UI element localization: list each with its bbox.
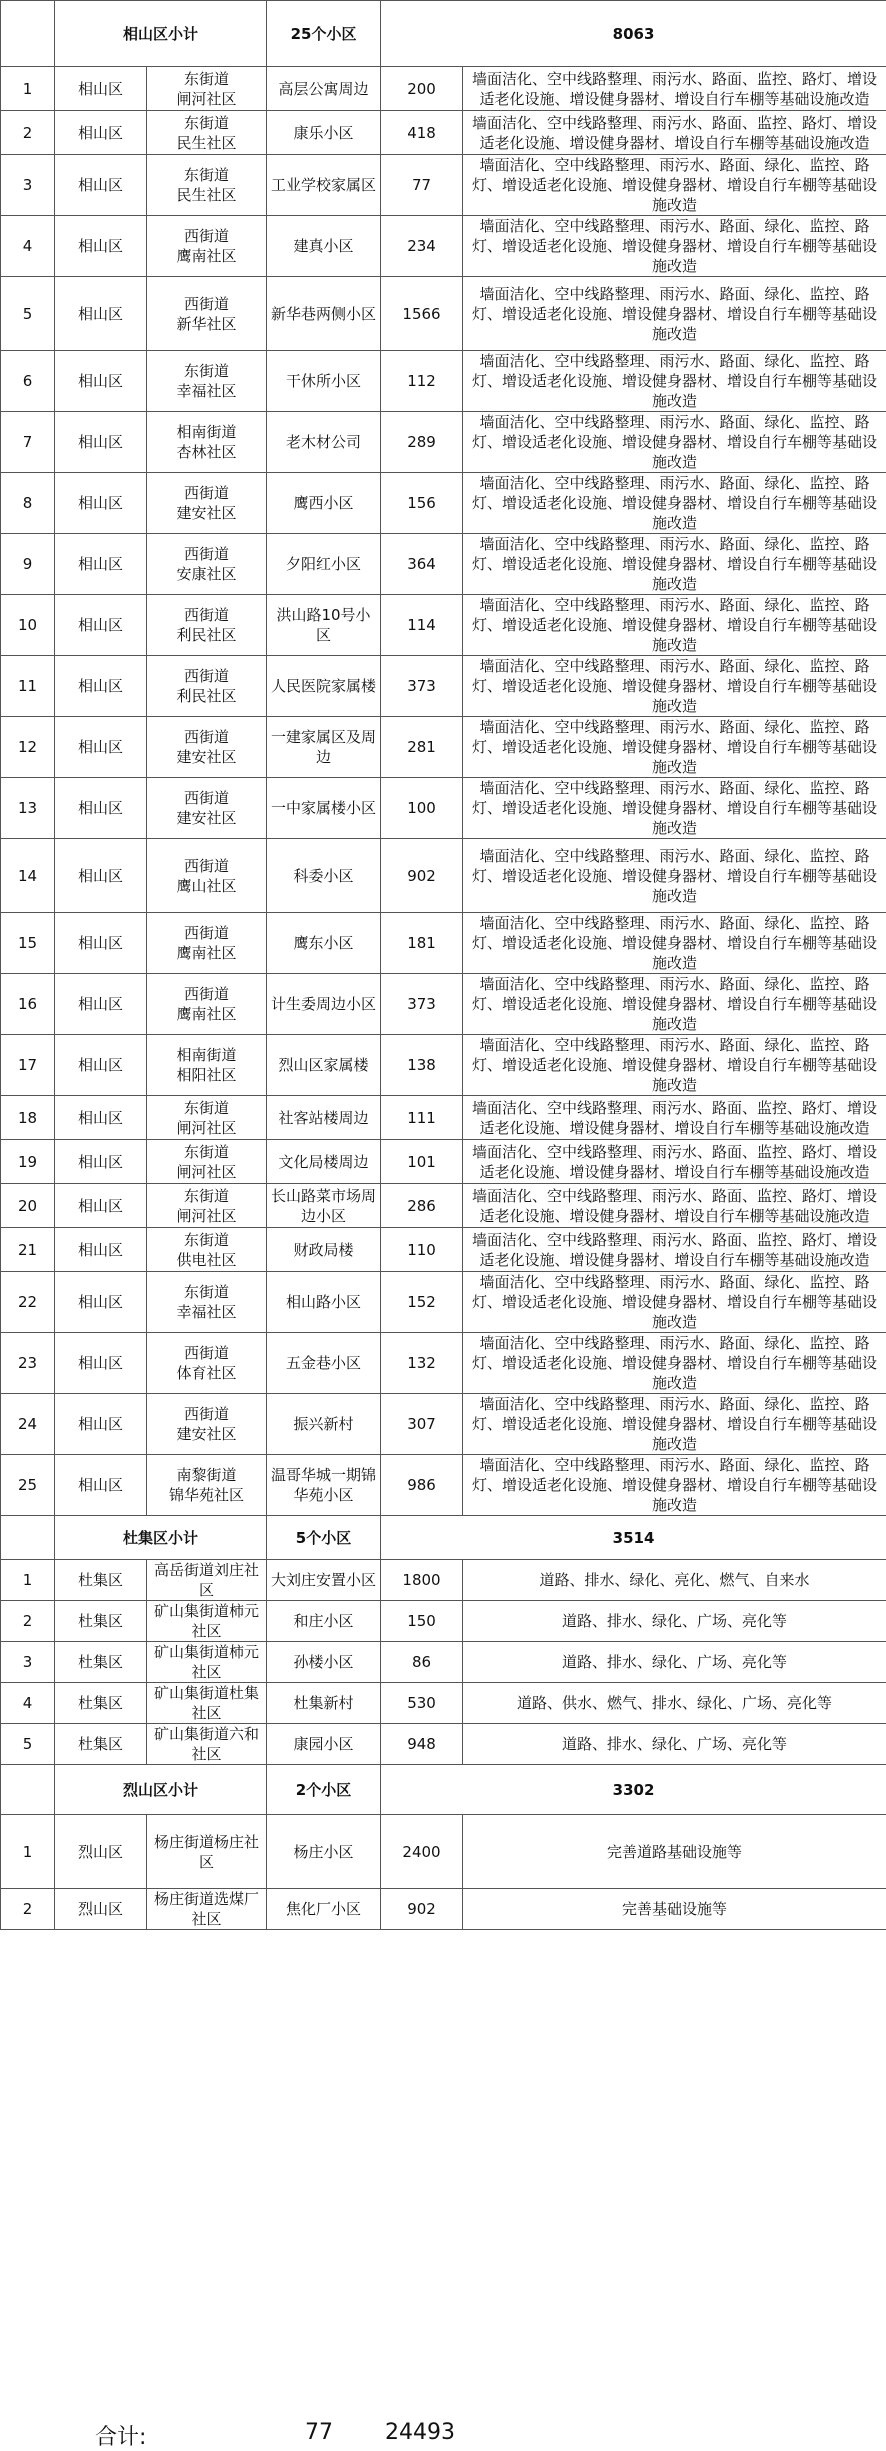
- district-cell: 相山区: [55, 534, 147, 595]
- renovation-content-cell: 墙面洁化、空中线路整理、雨污水、路面、监控、路灯、增设适老化设施、增设健身器材、增设自行车棚等基础设施改造: [463, 1184, 886, 1228]
- community-name-cell: 一中家属楼小区: [267, 778, 381, 839]
- community-name-cell: 五金巷小区: [267, 1333, 381, 1394]
- households-cell: 86: [381, 1642, 463, 1683]
- district-cell: 杜集区: [55, 1683, 147, 1724]
- community-name-cell: 夕阳红小区: [267, 534, 381, 595]
- street-community-cell: 东街道 幸福社区: [147, 1272, 267, 1333]
- renovation-content-cell: 道路、排水、绿化、亮化、燃气、自来水: [463, 1560, 886, 1601]
- renovation-content-cell: 墙面洁化、空中线路整理、雨污水、路面、绿化、监控、路灯、增设适老化设施、增设健身器材、增设自行车棚等基础设施改造: [463, 155, 886, 216]
- street-community-cell: 西街道 鹰南社区: [147, 974, 267, 1035]
- community-name-cell: 振兴新村: [267, 1394, 381, 1455]
- community-name-cell: 鹰东小区: [267, 913, 381, 974]
- subtotal-sum: 8063: [381, 1, 886, 67]
- grand-total-sum: 24493: [385, 2420, 455, 2445]
- row-number: 1: [1, 67, 55, 111]
- households-cell: 530: [381, 1683, 463, 1724]
- table-row: [1, 1724, 886, 1765]
- community-name-cell: 老木材公司: [267, 412, 381, 473]
- renovation-content-cell: 墙面洁化、空中线路整理、雨污水、路面、绿化、监控、路灯、增设适老化设施、增设健身器材、增设自行车棚等基础设施改造: [463, 412, 886, 473]
- row-number: 14: [1, 839, 55, 913]
- district-cell: 烈山区: [55, 1889, 147, 1930]
- row-number: 15: [1, 913, 55, 974]
- street-community-cell: 西街道 鹰山社区: [147, 839, 267, 913]
- community-name-cell: 大刘庄安置小区: [267, 1560, 381, 1601]
- district-cell: 相山区: [55, 1455, 147, 1516]
- district-cell: 相山区: [55, 717, 147, 778]
- row-number: 5: [1, 1724, 55, 1765]
- renovation-content-cell: 墙面洁化、空中线路整理、雨污水、路面、绿化、监控、路灯、增设适老化设施、增设健身器材、增设自行车棚等基础设施改造: [463, 216, 886, 277]
- district-cell: 相山区: [55, 67, 147, 111]
- renovation-content-cell: 墙面洁化、空中线路整理、雨污水、路面、绿化、监控、路灯、增设适老化设施、增设健身器材、增设自行车棚等基础设施改造: [463, 473, 886, 534]
- street-community-cell: 西街道 新华社区: [147, 277, 267, 351]
- table-row: [1, 974, 886, 1035]
- community-name-cell: 康园小区: [267, 1724, 381, 1765]
- table-row: [1, 1889, 886, 1930]
- district-cell: 相山区: [55, 974, 147, 1035]
- community-name-cell: 长山路菜市场周边小区: [267, 1184, 381, 1228]
- community-name-cell: 新华巷两侧小区: [267, 277, 381, 351]
- households-cell: 234: [381, 216, 463, 277]
- table-row: [1, 1035, 886, 1096]
- table-row: [1, 412, 886, 473]
- street-community-cell: 东街道 民生社区: [147, 155, 267, 216]
- households-cell: 373: [381, 656, 463, 717]
- renovation-content-cell: 墙面洁化、空中线路整理、雨污水、路面、绿化、监控、路灯、增设适老化设施、增设健身器材、增设自行车棚等基础设施改造: [463, 351, 886, 412]
- community-name-cell: 和庄小区: [267, 1601, 381, 1642]
- grand-total-row: [0, 2418, 886, 2450]
- renovation-content-cell: 墙面洁化、空中线路整理、雨污水、路面、监控、路灯、增设适老化设施、增设健身器材、增设自行车棚等基础设施改造: [463, 1096, 886, 1140]
- subtotal-count: 2个小区: [267, 1765, 381, 1815]
- households-cell: 902: [381, 839, 463, 913]
- table-row: [1, 473, 886, 534]
- district-cell: 相山区: [55, 1333, 147, 1394]
- row-number: 24: [1, 1394, 55, 1455]
- renovation-content-cell: 墙面洁化、空中线路整理、雨污水、路面、绿化、监控、路灯、增设适老化设施、增设健身器材、增设自行车棚等基础设施改造: [463, 839, 886, 913]
- renovation-content-cell: 墙面洁化、空中线路整理、雨污水、路面、绿化、监控、路灯、增设适老化设施、增设健身器材、增设自行车棚等基础设施改造: [463, 1455, 886, 1516]
- district-cell: 相山区: [55, 778, 147, 839]
- district-cell: 相山区: [55, 351, 147, 412]
- row-number: 3: [1, 1642, 55, 1683]
- district-cell: 相山区: [55, 412, 147, 473]
- street-community-cell: 杨庄街道杨庄社区: [147, 1815, 267, 1889]
- households-cell: 307: [381, 1394, 463, 1455]
- households-cell: 986: [381, 1455, 463, 1516]
- subtotal-count: 25个小区: [267, 1, 381, 67]
- street-community-cell: 高岳街道刘庄社区: [147, 1560, 267, 1601]
- district-cell: 相山区: [55, 277, 147, 351]
- community-name-cell: 杜集新村: [267, 1683, 381, 1724]
- households-cell: 902: [381, 1889, 463, 1930]
- table-row: [1, 913, 886, 974]
- street-community-cell: 西街道 利民社区: [147, 595, 267, 656]
- households-cell: 281: [381, 717, 463, 778]
- subtotal-row: [1, 1765, 886, 1815]
- street-community-cell: 西街道 鹰南社区: [147, 216, 267, 277]
- households-cell: 2400: [381, 1815, 463, 1889]
- community-name-cell: 建真小区: [267, 216, 381, 277]
- households-cell: 364: [381, 534, 463, 595]
- community-name-cell: 人民医院家属楼: [267, 656, 381, 717]
- district-cell: 相山区: [55, 1394, 147, 1455]
- households-cell: 181: [381, 913, 463, 974]
- households-cell: 112: [381, 351, 463, 412]
- district-cell: 相山区: [55, 155, 147, 216]
- renovation-content-cell: 道路、排水、绿化、广场、亮化等: [463, 1642, 886, 1683]
- district-cell: 相山区: [55, 913, 147, 974]
- row-number: 2: [1, 111, 55, 155]
- grand-total-count: 77: [305, 2420, 333, 2445]
- district-cell: 杜集区: [55, 1724, 147, 1765]
- table-row: [1, 1272, 886, 1333]
- street-community-cell: 西街道 建安社区: [147, 473, 267, 534]
- row-number: 18: [1, 1096, 55, 1140]
- community-name-cell: 一建家属区及周边: [267, 717, 381, 778]
- community-name-cell: 社客站楼周边: [267, 1096, 381, 1140]
- district-cell: 相山区: [55, 216, 147, 277]
- community-name-cell: 工业学校家属区: [267, 155, 381, 216]
- row-number: 21: [1, 1228, 55, 1272]
- renovation-content-cell: 墙面洁化、空中线路整理、雨污水、路面、监控、路灯、增设适老化设施、增设健身器材、增设自行车棚等基础设施改造: [463, 111, 886, 155]
- table-row: [1, 1140, 886, 1184]
- district-cell: 相山区: [55, 1096, 147, 1140]
- households-cell: 152: [381, 1272, 463, 1333]
- table-row: [1, 1560, 886, 1601]
- table-row: [1, 778, 886, 839]
- community-name-cell: 洪山路10号小区: [267, 595, 381, 656]
- row-number: 22: [1, 1272, 55, 1333]
- row-number: 13: [1, 778, 55, 839]
- community-name-cell: 鹰西小区: [267, 473, 381, 534]
- households-cell: 100: [381, 778, 463, 839]
- renovation-content-cell: 道路、供水、燃气、排水、绿化、广场、亮化等: [463, 1683, 886, 1724]
- renovation-content-cell: 墙面洁化、空中线路整理、雨污水、路面、绿化、监控、路灯、增设适老化设施、增设健身器材、增设自行车棚等基础设施改造: [463, 1333, 886, 1394]
- street-community-cell: 东街道 闸河社区: [147, 1140, 267, 1184]
- row-number: 2: [1, 1889, 55, 1930]
- row-number: 10: [1, 595, 55, 656]
- table-row: [1, 1394, 886, 1455]
- table-row: [1, 839, 886, 913]
- renovation-content-cell: 墙面洁化、空中线路整理、雨污水、路面、绿化、监控、路灯、增设适老化设施、增设健身器材、增设自行车棚等基础设施改造: [463, 913, 886, 974]
- subtotal-title: 烈山区小计: [55, 1765, 267, 1815]
- street-community-cell: 东街道 民生社区: [147, 111, 267, 155]
- renovation-content-cell: 墙面洁化、空中线路整理、雨污水、路面、绿化、监控、路灯、增设适老化设施、增设健身器材、增设自行车棚等基础设施改造: [463, 974, 886, 1035]
- table-row: [1, 1096, 886, 1140]
- row-number: 11: [1, 656, 55, 717]
- table-row: [1, 111, 886, 155]
- households-cell: 150: [381, 1601, 463, 1642]
- row-number: 1: [1, 1815, 55, 1889]
- households-cell: 138: [381, 1035, 463, 1096]
- renovation-content-cell: 墙面洁化、空中线路整理、雨污水、路面、绿化、监控、路灯、增设适老化设施、增设健身器材、增设自行车棚等基础设施改造: [463, 534, 886, 595]
- renovation-content-cell: 道路、排水、绿化、广场、亮化等: [463, 1724, 886, 1765]
- households-cell: 101: [381, 1140, 463, 1184]
- street-community-cell: 相南街道 相阳社区: [147, 1035, 267, 1096]
- street-community-cell: 矿山集街道六和社区: [147, 1724, 267, 1765]
- street-community-cell: 东街道 闸河社区: [147, 1096, 267, 1140]
- subtotal-no-cell: [1, 1765, 55, 1815]
- grand-total-label: 合计:: [95, 2420, 146, 2451]
- households-cell: 200: [381, 67, 463, 111]
- street-community-cell: 南黎街道 锦华苑社区: [147, 1455, 267, 1516]
- table-row: [1, 595, 886, 656]
- row-number: 6: [1, 351, 55, 412]
- row-number: 4: [1, 1683, 55, 1724]
- community-name-cell: 烈山区家属楼: [267, 1035, 381, 1096]
- community-name-cell: 财政局楼: [267, 1228, 381, 1272]
- row-number: 2: [1, 1601, 55, 1642]
- renovation-content-cell: 墙面洁化、空中线路整理、雨污水、路面、绿化、监控、路灯、增设适老化设施、增设健身器材、增设自行车棚等基础设施改造: [463, 778, 886, 839]
- community-name-cell: 干休所小区: [267, 351, 381, 412]
- row-number: 23: [1, 1333, 55, 1394]
- row-number: 9: [1, 534, 55, 595]
- households-cell: 156: [381, 473, 463, 534]
- street-community-cell: 东街道 幸福社区: [147, 351, 267, 412]
- district-cell: 相山区: [55, 1184, 147, 1228]
- row-number: 8: [1, 473, 55, 534]
- row-number: 17: [1, 1035, 55, 1096]
- table-row: [1, 534, 886, 595]
- table-row: [1, 155, 886, 216]
- community-name-cell: 相山路小区: [267, 1272, 381, 1333]
- community-name-cell: 杨庄小区: [267, 1815, 381, 1889]
- households-cell: 77: [381, 155, 463, 216]
- subtotal-no-cell: [1, 1516, 55, 1560]
- row-number: 5: [1, 277, 55, 351]
- row-number: 20: [1, 1184, 55, 1228]
- district-cell: 杜集区: [55, 1642, 147, 1683]
- district-cell: 相山区: [55, 111, 147, 155]
- table-row: [1, 717, 886, 778]
- renovation-content-cell: 墙面洁化、空中线路整理、雨污水、路面、监控、路灯、增设适老化设施、增设健身器材、增设自行车棚等基础设施改造: [463, 1140, 886, 1184]
- street-community-cell: 西街道 建安社区: [147, 778, 267, 839]
- street-community-cell: 西街道 利民社区: [147, 656, 267, 717]
- renovation-content-cell: 墙面洁化、空中线路整理、雨污水、路面、绿化、监控、路灯、增设适老化设施、增设健身器材、增设自行车棚等基础设施改造: [463, 1272, 886, 1333]
- district-cell: 相山区: [55, 1272, 147, 1333]
- street-community-cell: 西街道 安康社区: [147, 534, 267, 595]
- district-cell: 相山区: [55, 1140, 147, 1184]
- street-community-cell: 矿山集街道杜集社区: [147, 1683, 267, 1724]
- street-community-cell: 矿山集街道柿元社区: [147, 1601, 267, 1642]
- households-cell: 1566: [381, 277, 463, 351]
- renovation-content-cell: 墙面洁化、空中线路整理、雨污水、路面、绿化、监控、路灯、增设适老化设施、增设健身器材、增设自行车棚等基础设施改造: [463, 717, 886, 778]
- table-row: [1, 67, 886, 111]
- households-cell: 289: [381, 412, 463, 473]
- renovation-content-cell: 墙面洁化、空中线路整理、雨污水、路面、绿化、监控、路灯、增设适老化设施、增设健身器材、增设自行车棚等基础设施改造: [463, 1394, 886, 1455]
- community-name-cell: 文化局楼周边: [267, 1140, 381, 1184]
- row-number: 7: [1, 412, 55, 473]
- street-community-cell: 相南街道 杏林社区: [147, 412, 267, 473]
- renovation-content-cell: 墙面洁化、空中线路整理、雨污水、路面、绿化、监控、路灯、增设适老化设施、增设健身器材、增设自行车棚等基础设施改造: [463, 277, 886, 351]
- street-community-cell: 西街道 鹰南社区: [147, 913, 267, 974]
- community-name-cell: 康乐小区: [267, 111, 381, 155]
- subtotal-count: 5个小区: [267, 1516, 381, 1560]
- street-community-cell: 东街道 供电社区: [147, 1228, 267, 1272]
- renovation-content-cell: 墙面洁化、空中线路整理、雨污水、路面、绿化、监控、路灯、增设适老化设施、增设健身器材、增设自行车棚等基础设施改造: [463, 1035, 886, 1096]
- community-name-cell: 孙楼小区: [267, 1642, 381, 1683]
- subtotal-title: 相山区小计: [55, 1, 267, 67]
- table-row: [1, 277, 886, 351]
- subtotal-sum: 3514: [381, 1516, 886, 1560]
- renovation-content-cell: 道路、排水、绿化、广场、亮化等: [463, 1601, 886, 1642]
- renovation-content-cell: 墙面洁化、空中线路整理、雨污水、路面、绿化、监控、路灯、增设适老化设施、增设健身器材、增设自行车棚等基础设施改造: [463, 595, 886, 656]
- district-cell: 相山区: [55, 839, 147, 913]
- street-community-cell: 西街道 建安社区: [147, 1394, 267, 1455]
- row-number: 3: [1, 155, 55, 216]
- street-community-cell: 西街道 建安社区: [147, 717, 267, 778]
- district-cell: 相山区: [55, 1035, 147, 1096]
- row-number: 4: [1, 216, 55, 277]
- district-cell: 相山区: [55, 473, 147, 534]
- households-cell: 948: [381, 1724, 463, 1765]
- households-cell: 110: [381, 1228, 463, 1272]
- community-name-cell: 温哥华城一期锦华苑小区: [267, 1455, 381, 1516]
- households-cell: 114: [381, 595, 463, 656]
- households-cell: 132: [381, 1333, 463, 1394]
- table-row: [1, 1683, 886, 1724]
- subtotal-row: [1, 1516, 886, 1560]
- table-row: [1, 1455, 886, 1516]
- households-cell: 286: [381, 1184, 463, 1228]
- row-number: 19: [1, 1140, 55, 1184]
- renovation-content-cell: 墙面洁化、空中线路整理、雨污水、路面、监控、路灯、增设适老化设施、增设健身器材、增设自行车棚等基础设施改造: [463, 1228, 886, 1272]
- community-name-cell: 高层公寓周边: [267, 67, 381, 111]
- district-cell: 相山区: [55, 1228, 147, 1272]
- district-cell: 杜集区: [55, 1601, 147, 1642]
- row-number: 1: [1, 1560, 55, 1601]
- households-cell: 418: [381, 111, 463, 155]
- community-name-cell: 科委小区: [267, 839, 381, 913]
- table-row: [1, 1601, 886, 1642]
- street-community-cell: 矿山集街道柿元社区: [147, 1642, 267, 1683]
- renovation-content-cell: 完善基础设施等: [463, 1889, 886, 1930]
- street-community-cell: 杨庄街道选煤厂社区: [147, 1889, 267, 1930]
- street-community-cell: 东街道 闸河社区: [147, 67, 267, 111]
- subtotal-no-cell: [1, 1, 55, 67]
- street-community-cell: 西街道 体育社区: [147, 1333, 267, 1394]
- renovation-content-cell: 墙面洁化、空中线路整理、雨污水、路面、绿化、监控、路灯、增设适老化设施、增设健身器材、增设自行车棚等基础设施改造: [463, 656, 886, 717]
- district-cell: 相山区: [55, 656, 147, 717]
- subtotal-row: [1, 1, 886, 67]
- community-name-cell: 计生委周边小区: [267, 974, 381, 1035]
- table-row: [1, 1642, 886, 1683]
- households-cell: 1800: [381, 1560, 463, 1601]
- row-number: 12: [1, 717, 55, 778]
- households-cell: 111: [381, 1096, 463, 1140]
- renovation-content-cell: 完善道路基础设施等: [463, 1815, 886, 1889]
- district-cell: 杜集区: [55, 1560, 147, 1601]
- table-row: [1, 1228, 886, 1272]
- subtotal-sum: 3302: [381, 1765, 886, 1815]
- table-row: [1, 1815, 886, 1889]
- district-cell: 相山区: [55, 595, 147, 656]
- households-cell: 373: [381, 974, 463, 1035]
- row-number: 25: [1, 1455, 55, 1516]
- subtotal-title: 杜集区小计: [55, 1516, 267, 1560]
- district-cell: 烈山区: [55, 1815, 147, 1889]
- table-row: [1, 1184, 886, 1228]
- table-row: [1, 1333, 886, 1394]
- renovation-content-cell: 墙面洁化、空中线路整理、雨污水、路面、监控、路灯、增设适老化设施、增设健身器材、增设自行车棚等基础设施改造: [463, 67, 886, 111]
- row-number: 16: [1, 974, 55, 1035]
- table-row: [1, 216, 886, 277]
- table-row: [1, 656, 886, 717]
- street-community-cell: 东街道 闸河社区: [147, 1184, 267, 1228]
- table-row: [1, 351, 886, 412]
- community-name-cell: 焦化厂小区: [267, 1889, 381, 1930]
